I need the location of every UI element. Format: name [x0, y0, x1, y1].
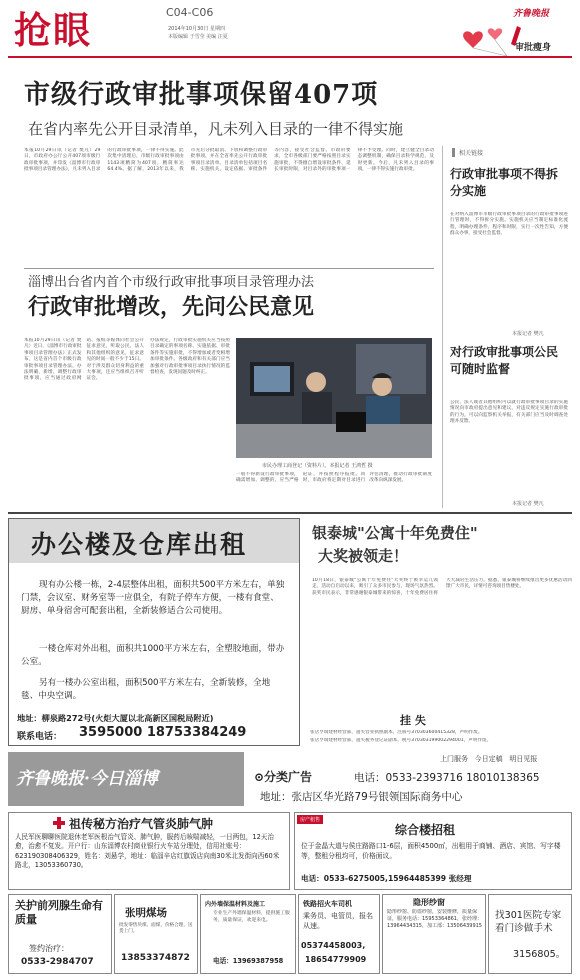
railway-title: 铁路招火车司机	[303, 900, 352, 908]
lost-title: 挂 失	[400, 714, 426, 727]
related-item2-credit: 本报记者 樊凡	[512, 501, 544, 507]
insulation-ad	[200, 894, 296, 974]
insulation-body: 专业生产外墙保温材料，提供施工服务，质量保证，欢迎来电。	[213, 911, 290, 923]
prostate-ad	[8, 894, 112, 974]
red-cross-icon	[53, 817, 65, 829]
related-tag: 相关链接	[452, 148, 487, 157]
railway-ad	[298, 894, 380, 974]
section-title: 抢眼	[14, 8, 92, 52]
building-title: 综合楼招租	[395, 823, 456, 837]
side-label: 审批瘦身	[515, 43, 552, 53]
railway-phone-2: 18654779909	[305, 955, 367, 964]
hospital-301-ad	[488, 894, 572, 974]
photo-caption: 市民办理工商登记（资料片）。本报记者 王鸿哲 摄	[262, 463, 373, 469]
screen-title: 隐形纱窗	[413, 897, 445, 907]
service-links: 上门服务 今日定稿 明日见报	[440, 755, 538, 763]
insulation-phone: 电话：13969387958	[213, 957, 284, 965]
office-ad-address: 地址：柳泉路272号(火炬大厦以北高新区国税局附近)	[17, 713, 214, 723]
office-ad-phone-label: 联系电话：	[17, 732, 63, 742]
lead-headline: 市级行政审批事项保留407项	[24, 80, 379, 110]
feature-headline: 行政审批增改，先问公民意见	[28, 294, 315, 320]
screen-ad	[382, 894, 486, 974]
service-brand: 齐鲁晚报·今日淄博	[16, 769, 158, 789]
lost-line-1: 张店亨瑞建材经营部，遗失营业执照副本，注册号370303600415328，声明作废。	[310, 730, 483, 735]
coal-body: 批发零售块煤、面煤，价格合理，送货上门。	[119, 923, 193, 935]
page-code: C04-C06	[166, 6, 214, 19]
service-banner	[8, 752, 244, 806]
classified-label: ⊙分类广告	[254, 770, 313, 784]
masthead-rule	[8, 56, 572, 58]
feature-photo	[236, 338, 432, 458]
building-phone: 电话：0533-6275005,15964485399 张经理	[301, 874, 472, 883]
office-ad-p1: 现有办公楼一栋，2-4层整体出租，面积共500平方米左右，单独门禁，会议室、财务室等一应俱全，有院子停车方便，一楼有食堂、厨房、单身宿舍可配套出租，全新装修适合公司使用。	[21, 580, 285, 616]
related-item2-body: 公民、法人或者其他组织可以就行政审批事项目录的实施情况向市政府提出意见和建议，对违反规定实施行政审批的行为，可以向监察机关举报，有关部门应当及时调查处理并反馈。	[450, 400, 568, 425]
feature-body-mid: 办法规定，行政审批实施机关应当按照目录确定的事项名称、实施依据、审批条件等实施审批，不得增加或者变相增加审批条件。各级政府和有关部门应当加强对行政审批事项目录执行情况的监督检查，发现问题及时纠正。	[150, 338, 230, 376]
railway-phone-1: 05374458003,	[301, 941, 366, 950]
yintai-title-2: 大奖被领走！	[318, 547, 409, 565]
date-line: 2014年10月30日 星期四	[168, 26, 226, 32]
office-ad-phone: 3595000 18753384249	[79, 725, 247, 740]
related-item1-credit: 本报记者 樊凡	[512, 331, 544, 337]
office-ad-p2: 一楼仓库对外出租，面积共1000平方米左右，全塑胶地面，带办公室。	[21, 644, 285, 667]
sidebar-divider	[442, 146, 443, 508]
yintai-title-1: 银泰城"公寓十年免费住"	[312, 524, 478, 542]
railway-body: 乘务员、电管员，报名从速。	[303, 912, 373, 930]
office-ad-p3: 另有一楼办公室出租，面积500平方米左右，全新装修，全地毯、中央空调。	[21, 678, 271, 701]
insulation-title: 内外墙保温材料及施工	[205, 901, 266, 908]
related-item1-body: 在对纳入淄博市市级行政审批事项目录的行政审批事项进行管理时，不得拆分实施。实施机关应当制定标准化流程，明确办理条件、程序和时限，实行一次性告知，方便群众办事，接受社会监督。	[450, 212, 568, 237]
prostate-title: 关护前列腺生命有质量	[15, 899, 103, 926]
yintai-body: 10月18日，银泰城"公寓十年免费住"大奖终于被幸运儿领走。活动自启动以来，吸引了众多市民参与，现场气氛热烈。获奖市民表示，非常感谢银泰城带来的惊喜，十年免费居住将大大减轻生活压力。据悉，银泰城将继续推出更多优惠活动回馈广大市民，详情可咨询项目售楼处。	[312, 578, 572, 596]
section-rule	[8, 512, 572, 514]
service-phone: 电话：0533-2393716 18010138365	[354, 772, 540, 784]
feature-body-left: 本报10月29日讯（记者 樊凡）近日，《淄博市行政审批事项目录管理办法》正式发布，这是省内首个市级行政审批事项目录管理办法。办法明确，新增、调整行政审批事项，应当通过政府网站、报纸等媒体向社会公开征求意见，听取公民、法人和其他组织的意见，征求意见的时间一般不少于15日。对于涉及群众切身利益的重大事项，还应当组织召开听证会。	[24, 338, 144, 382]
service-address: 地址：张店区华光路79号银领国际商务中心	[260, 791, 463, 803]
related-item2-title: 对行政审批事项公民可随时监督	[450, 345, 559, 376]
coal-ad	[114, 894, 198, 974]
hospital-301-body: 找301医院专家看门诊做手术	[495, 910, 562, 934]
prostate-phone: 0533-2984707	[21, 957, 94, 967]
feature-top-rule	[24, 268, 434, 269]
paper-brand: 齐鲁晚报	[513, 9, 550, 19]
hospital-ad	[8, 812, 290, 890]
prostate-sub: 签约治疗：	[29, 944, 69, 953]
coal-title: 张明煤场	[125, 907, 167, 919]
editors-line: 本版编辑 于雪莹 美编 汪夏	[168, 34, 228, 40]
hospital-title: 祖传秘方治疗气管炎肺气肿	[69, 817, 214, 831]
hospital-301-phone: 3156805。	[513, 949, 566, 960]
hospital-body: 人民军医聊聊医院退休老军医根治气管炎、肺气肿，服药后咳喘减轻，一日两包，12天治愈，治愈不复发。开户行：山东淄博农村商业银行火车站分理处，信用社账号：623190308406329，姓名：刘悬学，地址：临淄辛店红旗饭店向南30米北发街向西60米路北，13053360730。	[15, 833, 280, 870]
lead-subhead: 在省内率先公开目录清单，凡未列入目录的一律不得实施	[28, 120, 404, 138]
coal-phone: 13853374872	[121, 953, 190, 963]
building-ad	[294, 812, 572, 890]
lost-line-2: 张店亨瑞建材经营部，遗失税务登记证副本，税号370303199002294001，声明作废。	[310, 738, 492, 743]
feature-body-bottom: 一般不得新设行政审批事项，确需增加、调整的，应当严格论证，并按照程序报批。同时，市政府将定期对目录进行评估清理，推动行政审批制度改革向纵深发展。	[236, 472, 432, 484]
office-ad-title: 办公楼及仓库出租	[31, 530, 248, 559]
building-body: 位于金晶大道与侯庄路路口1-6层，面积4500㎡，出租用于商铺、酒店、宾馆、写字楼等，整租分租均可，价格面议。	[301, 842, 561, 860]
sale-tag: 房产租售	[297, 815, 323, 824]
lead-body: 本报10月29日讯（记者 樊凡）29日，市政府办公厅公开407项市级行政审批事项，并印发《淄博市行政审批事项目录管理办法》，凡未列入目录的行政审批事项，一律不得实施。此次集中清理后，市级行政审批事项由1143项精简为407项，精简率达64.4%。据了解，2013年以来，我市先后分批取消、下放和调整行政审批事项，并在全省率先公开行政审批事项目录清单。目录清单包括项目名称、实施机关、设定依据、审批条件等内容，接受社会监督。市政府要求，全市各级部门要严格按照目录实施审批，不得擅自增设审批条件、延长审批时限，对目录外的审批事项一律不予受理。同时，建立健全目录动态调整机制，确保目录科学规范、及时更新。今后，凡未列入目录的事项，一律不得实施行政审批。	[24, 148, 434, 173]
related-item1-title: 行政审批事项不得拆分实施	[450, 167, 559, 198]
screen-body: 隐形纱窗、防盗纱窗，安装维修，质量保证，服务电话：15953364861，张经理：13964434315，加工部：13506439915	[387, 909, 482, 929]
office-ad	[8, 518, 300, 746]
feature-kicker: 淄博出台省内首个市级行政审批事项目录管理办法	[28, 275, 315, 290]
